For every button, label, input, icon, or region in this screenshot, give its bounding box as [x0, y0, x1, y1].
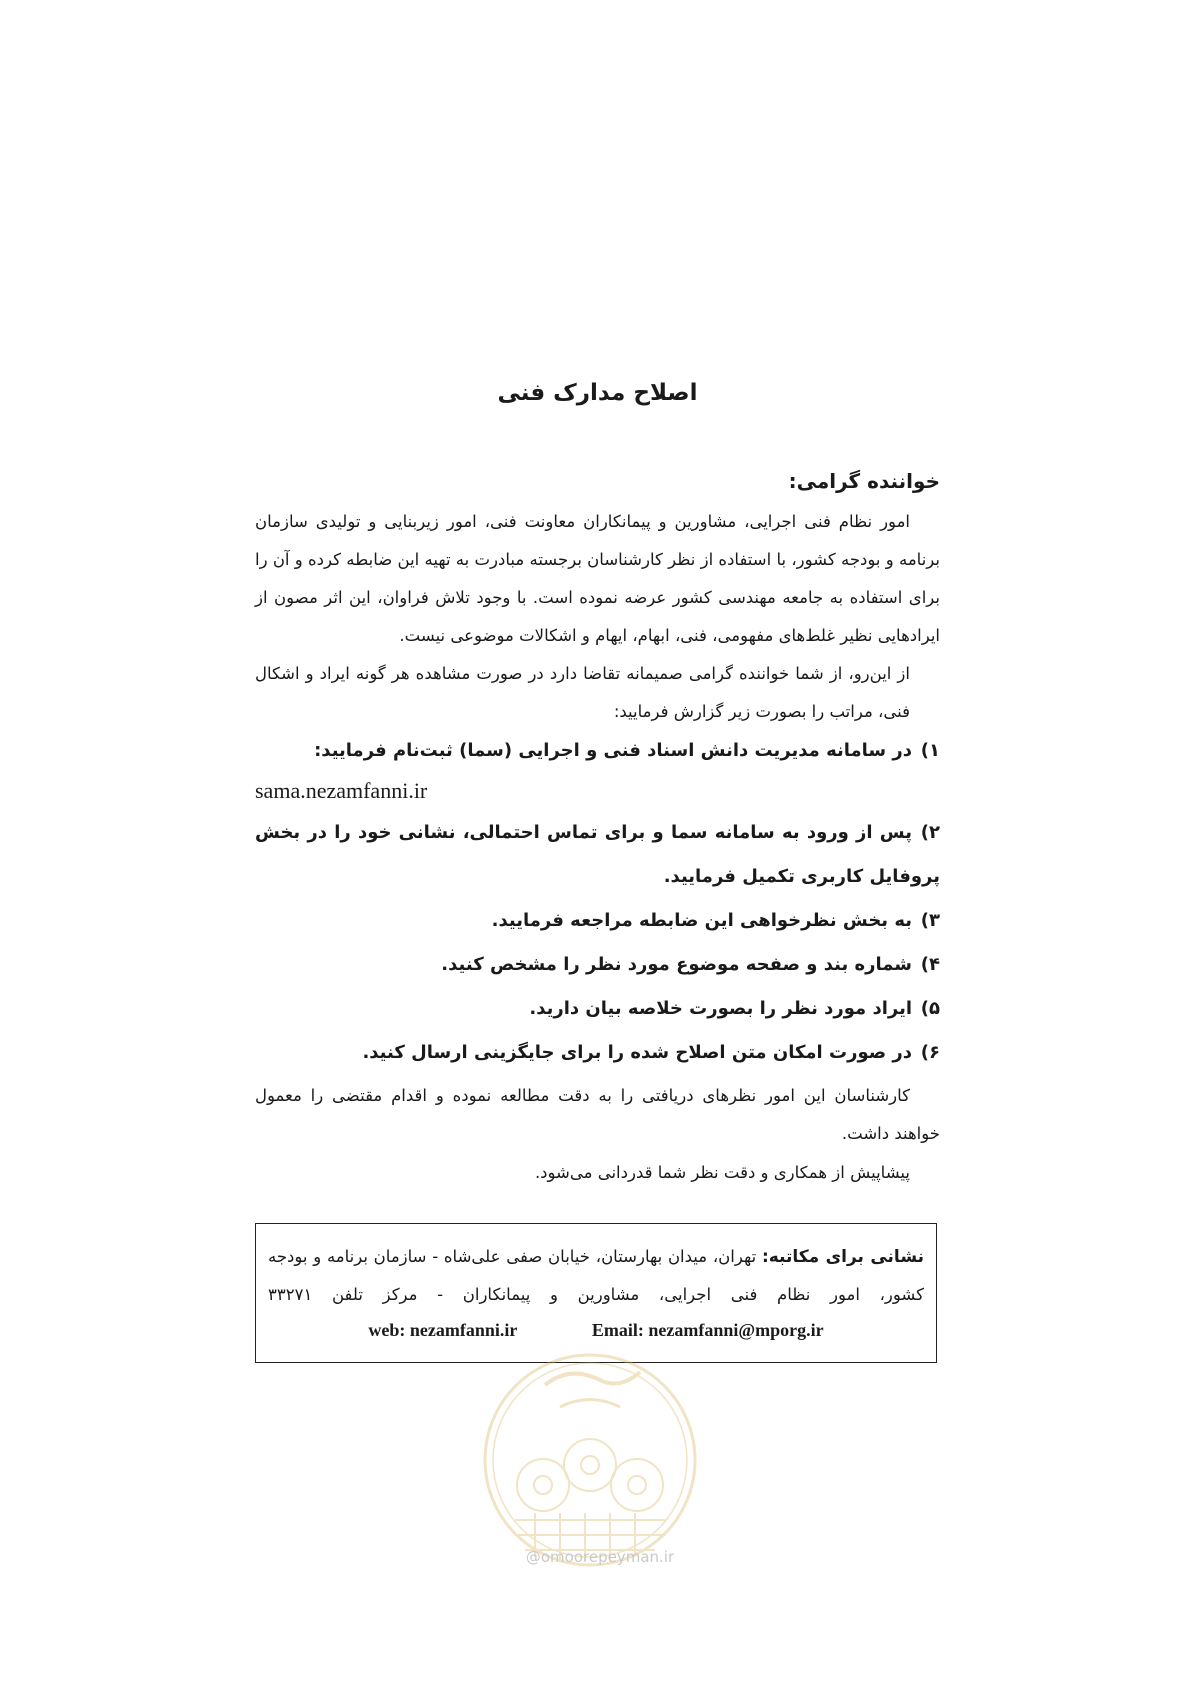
step-text: به بخش نظرخواهی این ضابطه مراجعه فرمایید. [491, 910, 912, 931]
followup-paragraph-text: کارشناسان این امور نظرهای دریافتی را به دقت مطالعه نموده و اقدام مقتضی را معمول خواهند داشت. [255, 1086, 940, 1143]
step-text: پس از ورود به سامانه سما و برای تماس احتمالی، نشانی خود را در بخش پروفایل کاربری تکمیل فرمایید. [255, 822, 940, 887]
sama-url-link[interactable]: sama.nezamfanni.ir [255, 778, 428, 803]
step-item-5 [255, 987, 940, 1031]
step-text: شماره بند و صفحه موضوع مورد نظر را مشخص کنید. [441, 954, 912, 975]
step-number: ۲) [920, 822, 940, 843]
step-item-6 [255, 1031, 940, 1075]
address-box [255, 1223, 937, 1363]
step-text: در صورت امکان متن اصلاح شده را برای جایگزینی ارسال کنید. [362, 1042, 912, 1063]
contact-line [268, 1312, 924, 1348]
step-number: ۳) [920, 910, 940, 931]
step-item-4 [255, 943, 940, 987]
greeting-heading: خواننده گرامی: [788, 469, 940, 493]
page-content [255, 355, 940, 1193]
intro-paragraph-text: امور نظام فنی اجرایی، مشاورین و پیمانکاران معاونت فنی، امور زیربنایی و تولیدی سازمان برنامه و بودجه کشور، با استفاده از نظر کارشناسان برجسته مبادرت به تهیه این ضابطه کرده و آن را برای استفاده به جامعه مهندسی کشور عرضه نموده است. با وجود تلاش فراوان، این اثر مصون از ایرادهایی نظیر غلط‌های مفهومی، فنی، ابهام، ایهام و اشکالات موضوعی نیست. [255, 512, 940, 645]
step-number: ۶) [920, 1042, 940, 1063]
web-link[interactable]: web: nezamfanni.ir [368, 1320, 518, 1340]
intro-paragraph [255, 503, 940, 655]
thanks-paragraph-text: پیشاپیش از همکاری و دقت نظر شما قدردانی می‌شود. [534, 1163, 910, 1182]
followup-paragraph [255, 1077, 940, 1153]
step-item-3 [255, 899, 940, 943]
page-title: اصلاح مدارک فنی [497, 380, 698, 406]
thanks-paragraph [255, 1153, 940, 1193]
step-text: ایراد مورد نظر را بصورت خلاصه بیان دارید. [529, 998, 912, 1019]
address-text [268, 1238, 924, 1314]
step-number: ۵) [920, 998, 940, 1019]
publisher-seal-icon [475, 1345, 705, 1575]
address-label: نشانی برای مکاتبه: [761, 1247, 924, 1267]
request-paragraph-text: از این‌رو، از شما خواننده گرامی صمیمانه تقاضا دارد در صورت مشاهده هر گونه ایراد و اشکال فنی، مراتب را بصورت زیر گزارش فرمایید: [255, 664, 910, 721]
step-number: ۱) [920, 740, 940, 761]
address-body: تهران، میدان بهارستان، خیابان صفی علی‌شاه - سازمان برنامه و بودجه کشور، امور نظام فنی اجرایی، مشاورین و پیمانکاران - مرکز تلفن ۳۳۲۷۱ [268, 1247, 924, 1304]
step-text: در سامانه مدیریت دانش اسناد فنی و اجرایی (سما) ثبت‌نام فرمایید: [314, 740, 912, 761]
step-item-1 [255, 729, 940, 773]
step-number: ۴) [920, 954, 940, 975]
watermark-handle: @omoorepeyman.ir [525, 1548, 675, 1566]
email-link[interactable]: Email: nezamfanni@mporg.ir [591, 1320, 824, 1340]
request-paragraph [255, 655, 940, 731]
step-item-2 [255, 811, 940, 899]
